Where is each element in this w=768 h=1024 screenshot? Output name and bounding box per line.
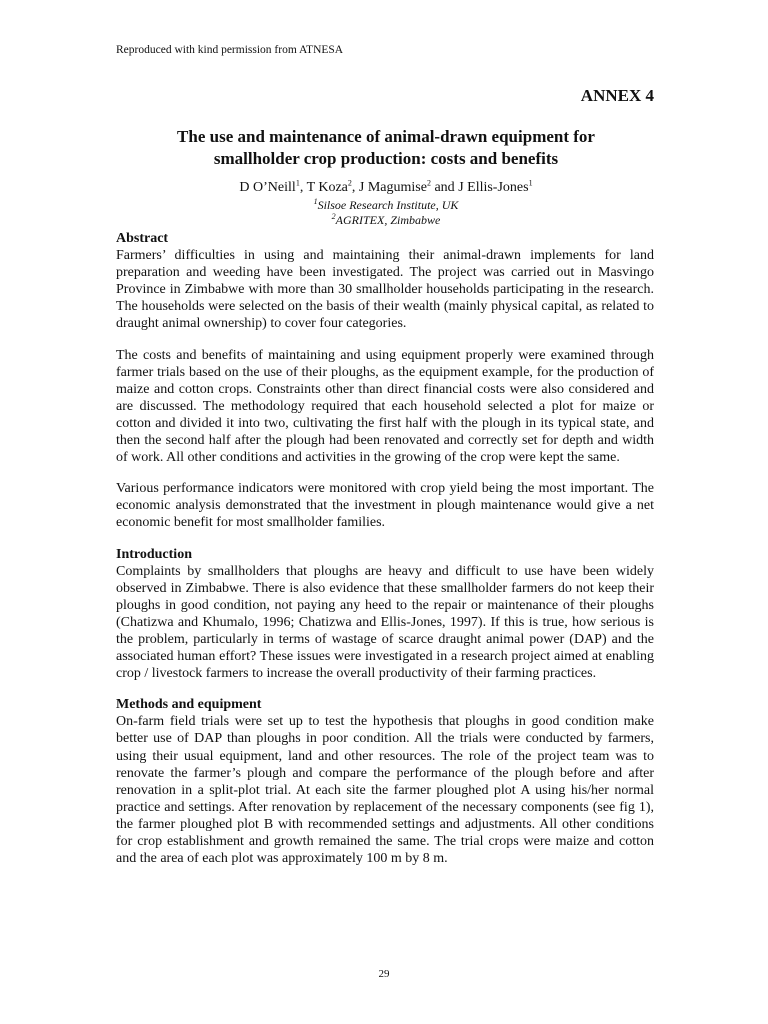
author-separator: and [430,180,459,195]
author: J Ellis-Jones [458,180,529,195]
author: D O’Neill [239,180,296,195]
author-affiliation-mark: 2 [347,178,352,188]
title-line-2: smallholder crop production: costs and benefits [213,149,559,168]
methods-heading: Methods and equipment [116,697,262,713]
abstract-paragraph-3: Various performance indicators were monitored with crop yield being the most important. The economic analysis demonstrated that the investment in plough maintenance would give a net economic benefit for most smallholder families. [116,481,654,531]
body-text [116,230,654,867]
annex-label: ANNEX 4 [580,86,654,105]
abstract-paragraph-2: The costs and benefits of maintaining and using equipment properly were examined through farmer trials based on the use of their ploughs, as the equipment example, for the production of maize and cotton crops. Constraints other than direct financial costs were also considered and are discussed. The methodology required that each household selected a plot for maize or cotton and divided it into two, cultivating the first half with the plough in its typical state, and then the second half after the plough had been renovated and correctly set for depth and width of work. All other conditions and activities in the growing of the crop were kept the same. [116,347,654,466]
affiliation-text: Silsoe Research Institute, UK [317,198,459,212]
paper-title [116,126,656,170]
abstract-paragraph-1: Farmers’ difficulties in using and maintaining their animal-drawn implements for land preparation and weeding have been investigated. The project was carried out in Masvingo Province in Zimbabwe with more than 30 smallholder households participating in the research. The households were selected on the basis of their wealth (mainly physical capital, as related to draught animal ownership) to cover four categories. [116,248,654,332]
author-list [116,180,656,196]
introduction-heading: Introduction [116,546,192,562]
author-affiliation-mark: 2 [426,178,431,188]
author-separator: , [351,180,359,195]
methods-paragraph: On-farm field trials were set up to test the hypothesis that ploughs in good condition make better use of DAP than ploughs in poor condition. All the trials were conducted by farmers, using their usual equipment, land and other resources. The role of the project team was to renovate the farmer’s plough and compare the performance of the plough before and after renovation in a split-plot trial. At each site the farmer ploughed plot A using his/her normal practice and settings. After renovation by replacement of the necessary components (see fig 1), the farmer ploughed plot B with recommended settings and adjustments. All other conditions for crop establishment and growth remained the same. The trial crops were maize and cotton and the area of each plot was approximately 100 m by 8 m. [116,714,654,867]
page-number: 29 [378,968,390,980]
author-separator: , [299,180,307,195]
author: J Magumise [358,180,427,195]
affiliation-mark: 1 [313,197,318,206]
affiliation-2 [116,213,656,228]
affiliation-1 [116,198,656,213]
header-note: Reproduced with kind permission from ATNESA [116,44,344,56]
author: T Koza [306,180,348,195]
affiliation-mark: 2 [331,212,336,221]
affiliation-text: AGRITEX, Zimbabwe [335,213,441,227]
introduction-paragraph: Complaints by smallholders that ploughs are heavy and difficult to use have been widely observed in Zimbabwe. There is also evidence that these smallholder farmers do not keep their ploughs in good condition, not paying any heed to the repair or maintenance of their ploughs (Chatizwa and Khumalo, 1996; Chatizwa and Ellis-Jones, 1997). If this is true, how serious is the problem, particularly in terms of wastage of scarce draught animal power (DAP) and the associated human effort? These issues were investigated in a research project aimed at enabling crop / livestock farmers to increase the overall productivity of their farming practices. [116,563,654,682]
author-affiliation-mark: 1 [295,178,300,188]
title-line-1: The use and maintenance of animal-drawn equipment for [177,127,595,146]
abstract-heading: Abstract [116,231,169,246]
author-affiliation-mark: 1 [528,178,533,188]
